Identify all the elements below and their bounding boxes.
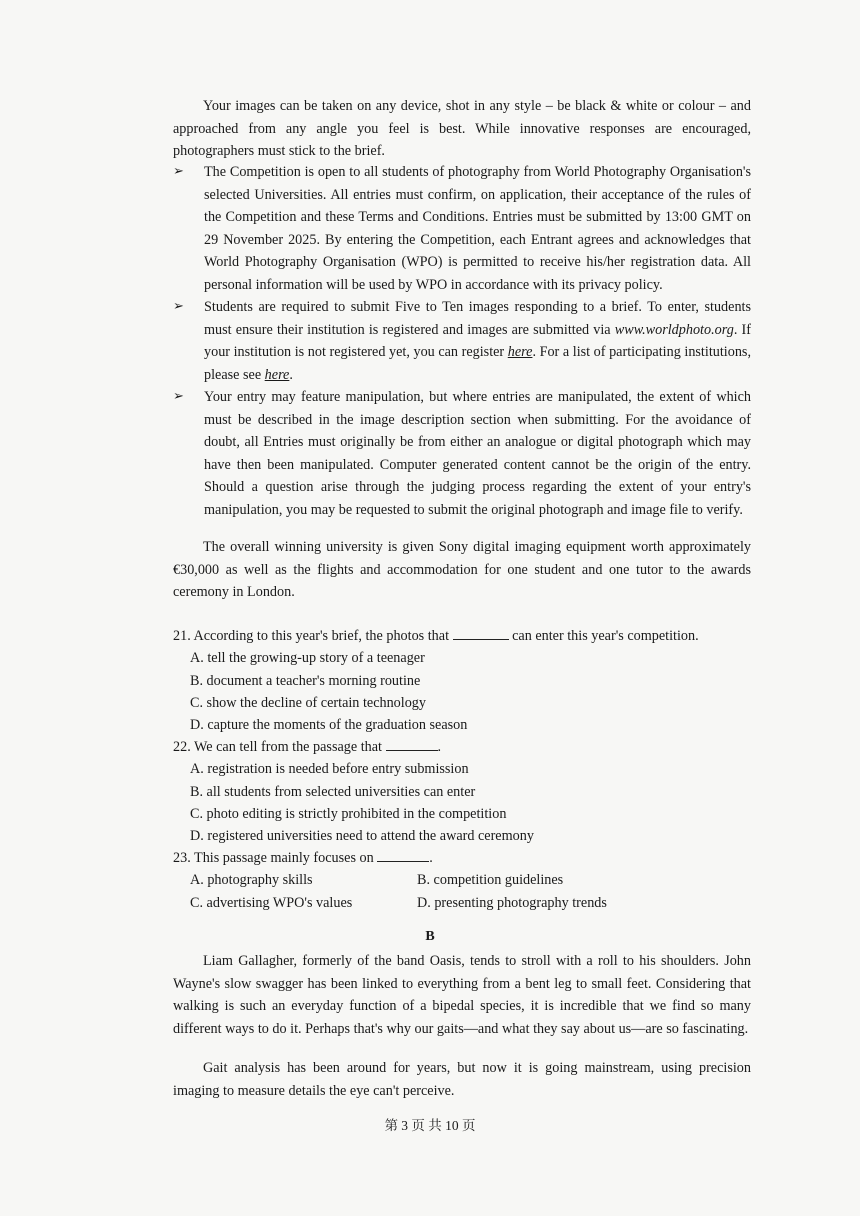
institutions-here-link[interactable]: here bbox=[264, 366, 290, 383]
option-b: B. competition guidelines bbox=[417, 872, 564, 889]
question-22 bbox=[173, 736, 773, 847]
answer-blank bbox=[453, 625, 509, 640]
option-row bbox=[190, 869, 773, 891]
option-a: A. tell the growing-up story of a teenager bbox=[190, 650, 425, 667]
option-c: C. advertising WPO's values bbox=[190, 894, 353, 911]
website-link[interactable]: www.worldphoto.org bbox=[614, 321, 734, 338]
question-23 bbox=[173, 847, 773, 914]
section-heading: B bbox=[425, 929, 435, 944]
option-c: C. show the decline of certain technology bbox=[190, 694, 426, 711]
intro-paragraph: Your images can be taken on any device, shot in any style – be black & white or colour – and approached from any angle you feel is best. While innovative responses are encouraged, photographers must stick to the brief. bbox=[173, 98, 751, 159]
rule-item: ➢ Students are required to submit Five to Ten images responding to a brief. To enter, students must ensure their institution is registered and images are submitted via www.worldphoto.org. If your institution is not registered yet, you can register here. For a list of participating institutions, please see here. bbox=[173, 296, 751, 386]
answer-blank bbox=[386, 736, 438, 751]
question-stem: 22. We can tell from the passage that . bbox=[173, 736, 773, 758]
option-a: A. registration is needed before entry submission bbox=[190, 761, 469, 778]
rule-item: ➢ Your entry may feature manipulation, but where entries are manipulated, the extent of which must be described in the image description section when submitting. For the avoidance of doubt, all Entries must originally be from either an analogue or digital photograph which may have then been manipulated. Computer generated content cannot be the origin of the entry. Should a question arise through the judging process regarding the extent of your entry's manipulation, you may be requested to submit the original photograph and image file to verify. bbox=[173, 386, 751, 521]
option-b: B. all students from selected universities can enter bbox=[190, 783, 476, 800]
option-d: D. presenting photography trends bbox=[417, 894, 607, 911]
answer-blank bbox=[377, 847, 429, 862]
page-number-footer: 第 3 页 共 10 页 bbox=[384, 1118, 476, 1133]
arrow-bullet-icon: ➢ bbox=[173, 299, 184, 314]
rule-item: ➢ The Competition is open to all students of photography from World Photography Organisation's selected Universities. All entries must confirm, on application, their acceptance of the rules of the Competition and these Terms and Conditions. Entries must be submitted by 13:00 GMT on 29 November 2025. By entering the Competition, each Entrant agrees and acknowledges that World Photography Organisation (WPO) is permitted to receive his/her registration data. All personal information will be used by WPO in accordance with its privacy policy. bbox=[173, 161, 751, 296]
option-c: C. photo editing is strictly prohibited in the competition bbox=[190, 805, 507, 822]
prize-paragraph: The overall winning university is given Sony digital imaging equipment worth approximately €30,000 as well as the flights and accommodation for one student and one tutor to the awards ceremony in London. bbox=[173, 539, 751, 600]
option-b: B. document a teacher's morning routine bbox=[190, 672, 421, 689]
option-a: A. photography skills bbox=[190, 872, 313, 889]
question-stem: 21. According to this year's brief, the photos that can enter this year's competition. bbox=[173, 625, 773, 647]
arrow-bullet-icon: ➢ bbox=[173, 389, 184, 404]
option-row bbox=[190, 892, 773, 914]
section-b-paragraph-1: Liam Gallagher, formerly of the band Oasis, tends to stroll with a roll to his shoulders. John Wayne's slow swagger has been linked to everything from a bent leg to small feet. Considering that walking is such an everyday function of a bipedal species, it is incredible that we find so many different ways to do it. Perhaps that's why our gaits—and what they say about us—are so fascinating. bbox=[173, 953, 751, 1037]
question-stem: 23. This passage mainly focuses on . bbox=[173, 847, 773, 869]
rules-list bbox=[173, 161, 751, 521]
register-here-link[interactable]: here bbox=[507, 344, 533, 360]
arrow-bullet-icon: ➢ bbox=[173, 164, 184, 179]
option-d: D. registered universities need to attend the award ceremony bbox=[190, 828, 534, 845]
option-d: D. capture the moments of the graduation season bbox=[190, 717, 468, 734]
section-b-paragraph-2: Gait analysis has been around for years, but now it is going mainstream, using precision imaging to measure details the eye can't perceive. bbox=[173, 1060, 751, 1099]
question-21 bbox=[173, 625, 773, 736]
